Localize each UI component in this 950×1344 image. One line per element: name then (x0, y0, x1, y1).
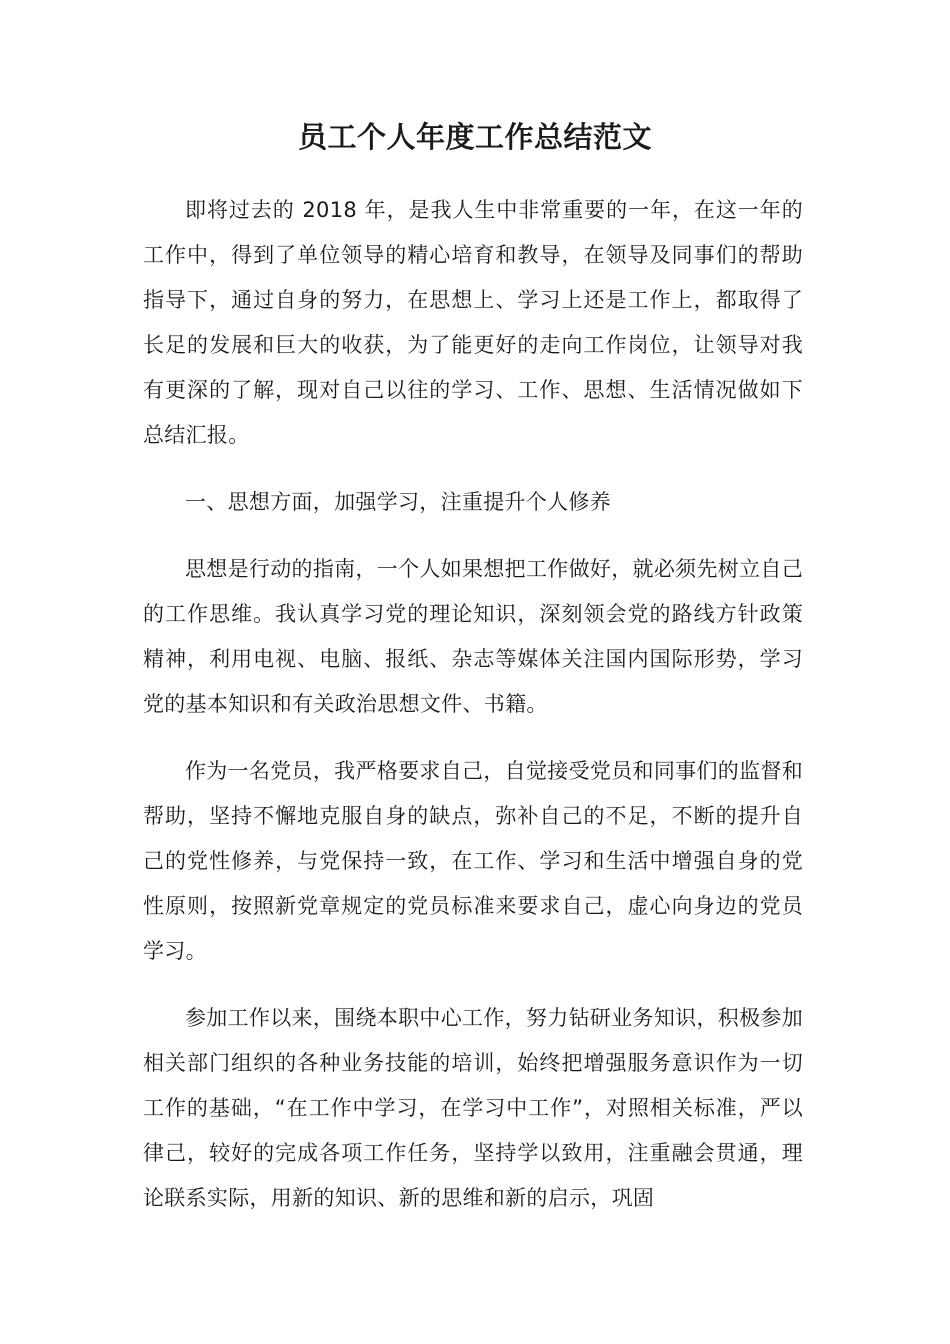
paragraph-intro: 即将过去的 2018 年，是我人生中非常重要的一年，在这一年的工作中，得到了单位领导的精心培育和教导，在领导及同事们的帮助指导下，通过自身的努力，在思想上、学习上还是工作上，都取得了长足的发展和巨大的收获，为了能更好的走向工作岗位，让领导对我有更深的了解，现对自己以往的学习、工作、思想、生活情况做如下总结汇报。 (143, 198, 803, 447)
document-title: 员工个人年度工作总结范文 (297, 120, 652, 154)
paragraph-party-member: 作为一名党员，我严格要求自己，自觉接受党员和同事们的监督和帮助，坚持不懈地克服自身的缺点，弥补自己的不足，不断的提升自己的党性修养，与党保持一致，在工作、学习和生活中增强自身的党性原则，按照新党章规定的党员标准来要求自己，虚心向身边的党员学习。 (143, 759, 803, 963)
section-heading-thought: 一、思想方面，加强学习，注重提升个人修养 (185, 490, 611, 514)
document-body (143, 188, 803, 1243)
paragraph-thought: 思想是行动的指南，一个人如果想把工作做好，就必须先树立自己的工作思维。我认真学习党的理论知识，深刻领会党的路线方针政策精神，利用电视、电脑、报纸、杂志等媒体关注国内国际形势，学习党的基本知识和有关政治思想文件、书籍。 (143, 557, 803, 716)
paragraph-work: 参加工作以来，围绕本职中心工作，努力钻研业务知识，积极参加相关部门组织的各种业务技能的培训，始终把增强服务意识作为一切工作的基础，“在工作中学习，在学习中工作”，对照相关标准，严以律己，较好的完成各项工作任务，坚持学以致用，注重融会贯通，理论联系实际，用新的知识、新的思维和新的启示，巩固 (143, 1006, 803, 1210)
